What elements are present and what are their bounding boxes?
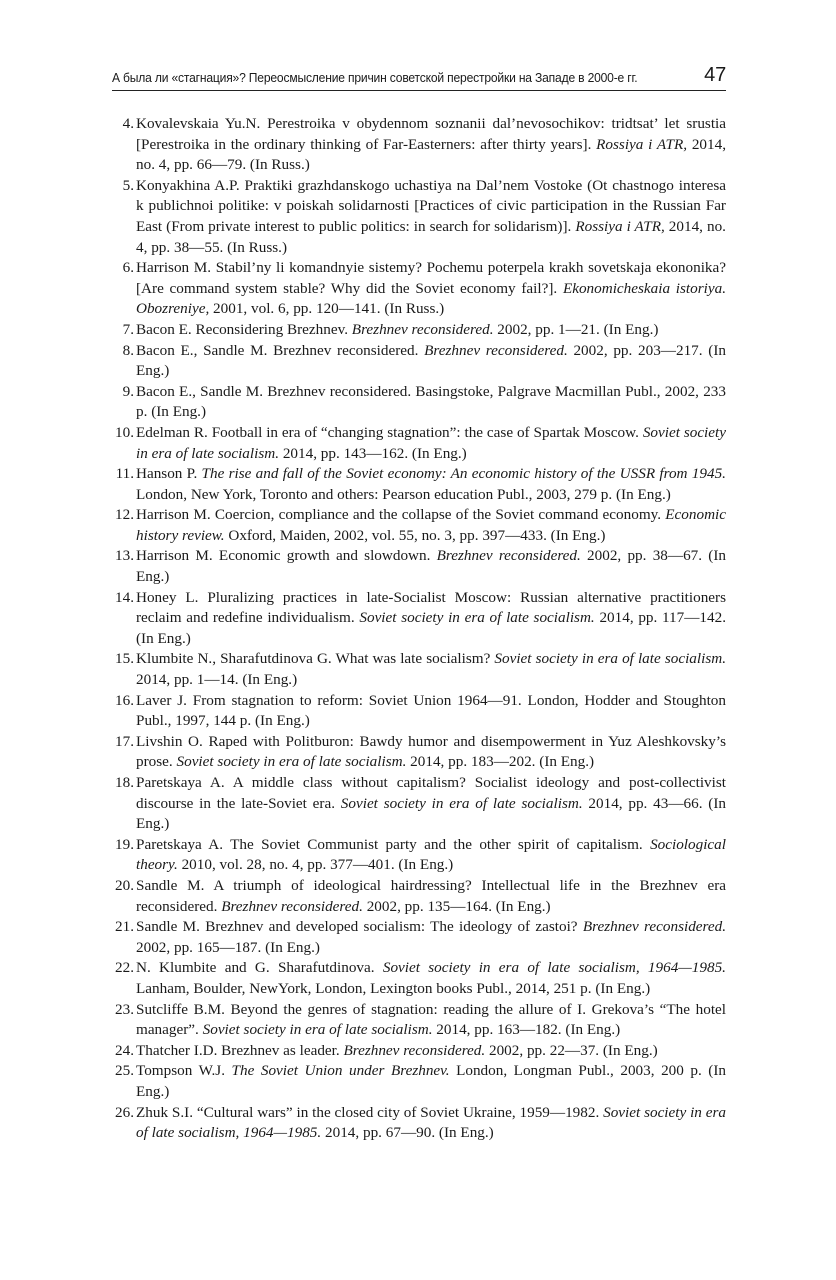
reference-text — [136, 1061, 726, 1102]
reference-item — [112, 835, 726, 876]
reference-item — [112, 649, 726, 690]
reference-source-title: Ekonomicheskaia istoriya. Obozreniye, — [136, 279, 726, 318]
reference-text — [136, 588, 726, 650]
reference-source-title: The Soviet Union under Brezhnev. — [231, 1062, 450, 1080]
reference-text-fragment: 2014, no. 4, pp. 66—79. (In Russ.) — [136, 135, 726, 174]
reference-source-title: Rossiya i ATR, — [575, 217, 665, 235]
reference-source-title: The rise and fall of the Soviet economy: An economic history of the USSR from 1945. — [201, 465, 726, 483]
reference-item — [112, 382, 726, 423]
reference-source-title: Soviet society in era of late socialism. — [176, 753, 407, 771]
reference-item — [112, 1000, 726, 1041]
reference-number: 26. — [115, 1103, 134, 1121]
reference-text-fragment: N. Klumbite and G. Sharafutdinova. — [136, 959, 383, 977]
reference-item — [112, 505, 726, 546]
reference-number: 10. — [115, 423, 134, 441]
reference-number: 22. — [115, 959, 134, 977]
reference-text-fragment: Paretskaya A. A middle class without capitalism? Socialist ideology and post-collectivist discourse in the late-Soviet era. — [136, 774, 726, 812]
reference-text-fragment: 2002, pp. 22—37. (In Eng.) — [485, 1041, 658, 1059]
reference-number: 24. — [115, 1041, 134, 1059]
reference-item — [112, 773, 726, 835]
reference-text-fragment: 2002, pp. 1—21. (In Eng.) — [493, 320, 659, 338]
running-title: А была ли «стагнация»? Переосмысление причин советской перестройки на Западе в 2000-е гг. — [112, 70, 638, 85]
reference-number: 12. — [115, 506, 134, 524]
reference-text — [136, 546, 726, 587]
reference-number: 16. — [115, 691, 134, 709]
reference-text-fragment: 2014, pp. 1—14. (In Eng.) — [136, 671, 298, 689]
reference-text-fragment: Hanson P. — [136, 465, 202, 483]
reference-text — [136, 423, 726, 464]
reference-text — [136, 876, 726, 917]
reference-text-fragment: Sutcliffe B.M. Beyond the genres of stagnation: reading the allure of I. Grekova’s “The hotel manager”. — [136, 1000, 726, 1039]
reference-source-title: Soviet society in era of late socialism. — [359, 609, 595, 627]
reference-text-fragment: 2002, pp. 203—217. (In Eng.) — [136, 341, 726, 380]
reference-text — [136, 917, 726, 958]
reference-number: 11. — [115, 465, 134, 483]
reference-source-title: Brezhnev reconsidered. — [424, 341, 568, 359]
reference-number: 5. — [122, 176, 134, 194]
reference-source-title: Soviet society in era of late socialism, 1964—1985. — [382, 959, 726, 977]
reference-source-title: Sociological theory. — [136, 835, 726, 874]
reference-text-fragment: 2014, pp. 67—90. (In Eng.) — [321, 1124, 494, 1142]
reference-item — [112, 341, 726, 382]
running-header — [112, 66, 726, 91]
reference-text — [136, 464, 726, 505]
reference-text — [136, 320, 726, 341]
reference-text-fragment: Sandle M. Brezhnev and developed socialism: The ideology of zastoi? — [136, 918, 583, 936]
reference-number: 18. — [115, 774, 134, 791]
reference-text-fragment: Harrison M. Stabil’ny li komandnyie sistemy? Pochemu poterpela krakh sovetskaja ekononika? [Are command system stable? Why did the Soviet economy fail?]. — [136, 259, 726, 297]
reference-item — [112, 1041, 726, 1062]
reference-text — [136, 835, 726, 876]
reference-item — [112, 1103, 726, 1144]
reference-text-fragment: 2014, pp. 143—162. (In Eng.) — [279, 444, 467, 462]
page-number: 47 — [704, 64, 726, 86]
reference-text-fragment: Oxford, Maiden, 2002, vol. 55, no. 3, pp. 397—433. (In Eng.) — [224, 526, 606, 544]
reference-number: 23. — [115, 1000, 134, 1018]
reference-text — [136, 649, 726, 690]
reference-text-fragment: 2002, pp. 165—187. (In Eng.) — [136, 938, 320, 956]
reference-source-title: Soviet society in era of late socialism. — [340, 794, 583, 812]
reference-text — [136, 1041, 726, 1062]
reference-text-fragment: Harrison M. Coercion, compliance and the collapse of the Soviet command economy. — [136, 506, 666, 524]
reference-text-fragment: Honey L. Pluralizing practices in late-Socialist Moscow: Russian alternative practitioners reclaim and redefine individualism. — [136, 588, 726, 627]
reference-text-fragment: Laver J. From stagnation to reform: Soviet Union 1964—91. London, Hodder and Stoughton Publ., 1997, 144 p. (In Eng.) — [136, 691, 726, 730]
reference-item — [112, 917, 726, 958]
reference-item — [112, 464, 726, 505]
reference-text-fragment: Lanham, Boulder, NewYork, London, Lexington books Publ., 2014, 251 p. (In Eng.) — [136, 979, 651, 997]
reference-source-title: Brezhnev reconsidered. — [221, 897, 363, 915]
reference-text-fragment: Kovalevskaia Yu.N. Perestroika v obydennom soznanii dal’nevosochikov: tridtsat’ let srustia [Perestroika in the ordinary thinking of Far-Easterners: after thirty years]. — [136, 115, 726, 153]
reference-list — [112, 114, 726, 1144]
reference-item — [112, 546, 726, 587]
reference-source-title: Brezhnev reconsidered. — [351, 320, 494, 338]
reference-text-fragment: Bacon E. Reconsidering Brezhnev. — [136, 320, 352, 338]
reference-source-title: Brezhnev reconsidered. — [582, 918, 727, 936]
reference-number: 7. — [122, 320, 134, 338]
reference-number: 8. — [122, 341, 134, 359]
reference-text-fragment: Bacon E., Sandle M. Brezhnev reconsidered. — [136, 341, 425, 359]
reference-number: 6. — [122, 259, 134, 277]
reference-source-title: Soviet society in era of late socialism. — [494, 650, 726, 668]
reference-number: 14. — [115, 588, 134, 606]
reference-text — [136, 176, 726, 258]
reference-text-fragment: 2014, pp. 163—182. (In Eng.) — [432, 1021, 621, 1039]
reference-source-title: Economic history review. — [136, 506, 726, 544]
reference-item — [112, 588, 726, 650]
reference-source-title: Brezhnev reconsidered. — [436, 547, 581, 565]
reference-text-fragment: 2014, pp. 183—202. (In Eng.) — [406, 753, 595, 771]
reference-text-fragment: Paretskaya A. The Soviet Communist party and the other spirit of capitalism. — [136, 835, 651, 853]
reference-item — [112, 876, 726, 917]
reference-text — [136, 341, 726, 382]
reference-text-fragment: Harrison M. Economic growth and slowdown. — [136, 547, 437, 565]
reference-text — [136, 958, 726, 999]
reference-number: 17. — [115, 732, 134, 750]
reference-item — [112, 958, 726, 999]
reference-number: 4. — [122, 115, 134, 132]
reference-text — [136, 505, 726, 546]
reference-text — [136, 382, 726, 423]
reference-number: 25. — [115, 1062, 134, 1080]
reference-text-fragment: 2014, pp. 117—142. (In Eng.) — [136, 609, 727, 647]
reference-text-fragment: Thatcher I.D. Brezhnev as leader. — [136, 1041, 344, 1059]
reference-number: 13. — [115, 547, 134, 565]
reference-text-fragment: 2014, no. 4, pp. 38—55. (In Russ.) — [136, 217, 726, 256]
reference-text-fragment: Tompson W.J. — [136, 1062, 232, 1080]
reference-item — [112, 1061, 726, 1102]
reference-text-fragment: Klumbite N., Sharafutdinova G. What was late socialism? — [136, 650, 495, 668]
reference-number: 19. — [115, 835, 134, 853]
reference-text-fragment: 2002, pp. 135—164. (In Eng.) — [362, 897, 551, 915]
reference-number: 15. — [115, 650, 134, 668]
reference-text-fragment: Livshin O. Raped with Politburon: Bawdy humor and disempowerment in Yuz Aleshkovsky’s prose. — [136, 732, 726, 771]
reference-text — [136, 1000, 726, 1041]
reference-source-title: Soviet society in era of late socialism, 1964—1985. — [136, 1103, 726, 1142]
reference-text-fragment: 2014, pp. 43—66. (In Eng.) — [136, 794, 726, 833]
reference-item — [112, 320, 726, 341]
reference-item — [112, 423, 726, 464]
reference-source-title: Soviet society in era of late socialism. — [136, 423, 726, 462]
reference-item — [112, 732, 726, 773]
reference-source-title: Rossiya i ATR, — [596, 135, 688, 153]
reference-text-fragment: Zhuk S.I. “Cultural wars” in the closed city of Soviet Ukraine, 1959—1982. — [136, 1103, 604, 1121]
reference-item — [112, 691, 726, 732]
reference-text — [136, 1103, 726, 1144]
reference-source-title: Brezhnev reconsidered. — [343, 1041, 486, 1059]
reference-text-fragment: 2010, vol. 28, no. 4, pp. 377—401. (In Eng.) — [177, 856, 454, 874]
reference-item — [112, 114, 726, 176]
reference-text-fragment: London, Longman Publ., 2003, 200 p. (In Eng.) — [136, 1062, 727, 1100]
reference-text-fragment: Edelman R. Football in era of “changing stagnation”: the case of Spartak Moscow. — [136, 423, 643, 441]
reference-text — [136, 691, 726, 732]
reference-number: 9. — [122, 382, 134, 400]
reference-item — [112, 176, 726, 258]
reference-text-fragment: Konyakhina A.P. Praktiki grazhdanskogo uchastiya na Dal’nem Vostoke (Ot chastnogo interesa k publichnoi politike: v poiskah solidarnosti [Practices of civic participation in the Russian Far East (From private interest to public politics: in search for solidarism)]. — [136, 176, 726, 235]
reference-text — [136, 258, 726, 320]
reference-text-fragment: 2001, vol. 6, pp. 120—141. (In Russ.) — [209, 300, 445, 318]
reference-text-fragment: Sandle M. A triumph of ideological hairdressing? Intellectual life in the Brezhnev era reconsidered. — [136, 876, 726, 915]
reference-text-fragment: London, New York, Toronto and others: Pearson education Publ., 2003, 279 p. (In Eng.) — [136, 485, 671, 503]
reference-text — [136, 732, 726, 773]
reference-text — [136, 773, 726, 835]
reference-text-fragment: Bacon E., Sandle M. Brezhnev reconsidered. Basingstoke, Palgrave Macmillan Publ., 2002, 233 p. (In Eng.) — [136, 382, 726, 421]
reference-text-fragment: 2002, pp. 38—67. (In Eng.) — [136, 547, 726, 586]
reference-text — [136, 114, 726, 176]
reference-item — [112, 258, 726, 320]
reference-number: 21. — [115, 918, 134, 936]
reference-source-title: Soviet society in era of late socialism. — [202, 1021, 433, 1039]
reference-number: 20. — [115, 876, 134, 894]
